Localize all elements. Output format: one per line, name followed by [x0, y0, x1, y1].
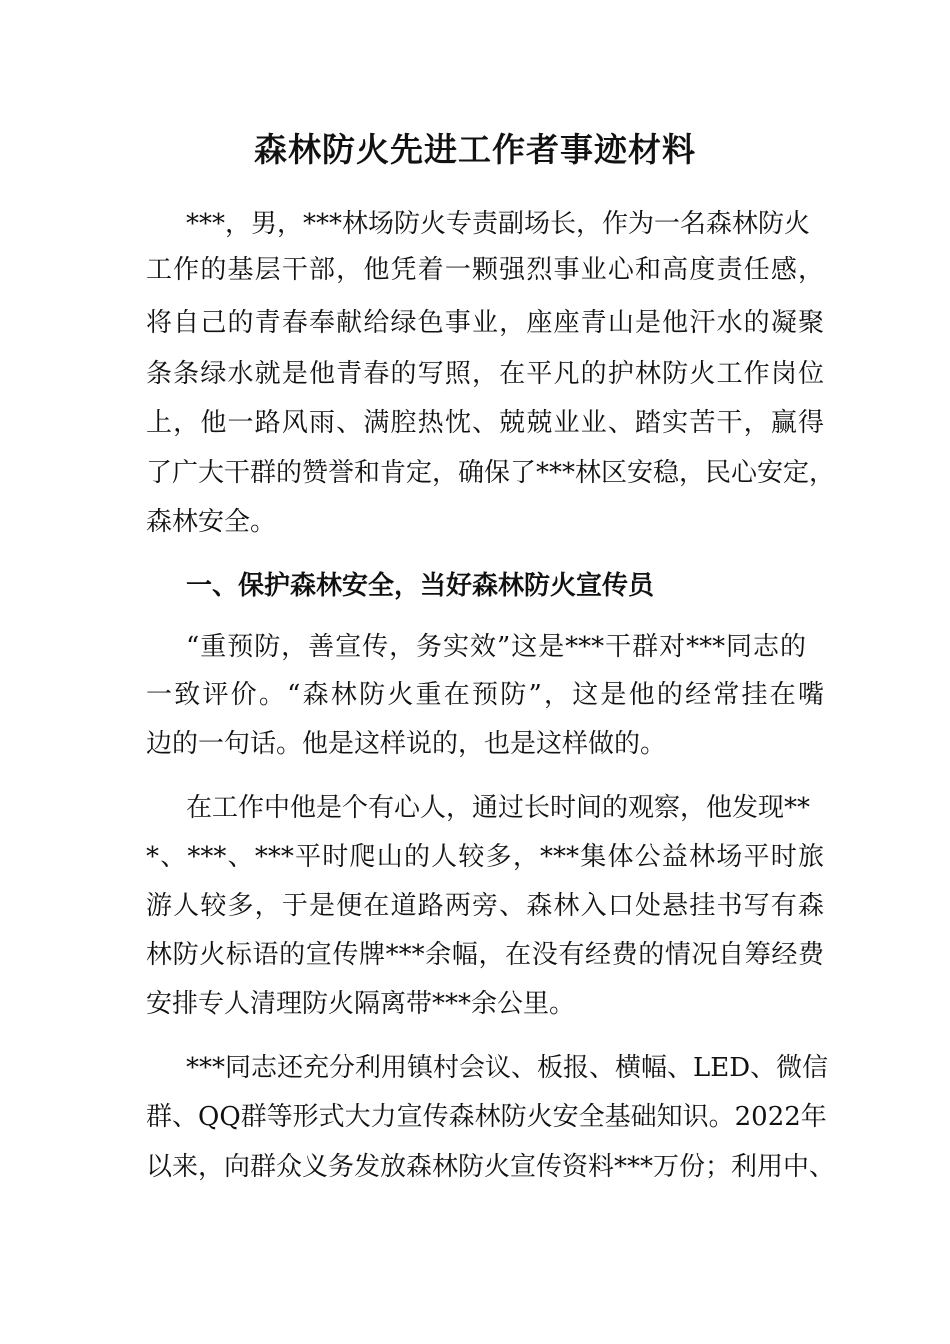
- paragraph-line: 了广大干群的赞誉和肯定，确保了***林区安稳，民心安定，: [146, 458, 836, 488]
- paragraph-line: 林防火标语的宣传牌***余幅，在没有经费的情况自筹经费: [146, 940, 824, 970]
- paragraph-line: 上，他一路风雨、满腔热忱、兢兢业业、踏实苦干，赢得: [146, 408, 824, 438]
- paragraph-line: 游人较多，于是便在道路两旁、森林入口处悬挂书写有森: [146, 891, 824, 921]
- paragraph-line: 森林安全。: [146, 507, 277, 537]
- paragraph-line: 将自己的青春奉献给绿色事业，座座青山是他汗水的凝聚: [146, 308, 824, 338]
- paragraph-line: *、***、***平时爬山的人较多，***集体公益林场平时旅: [146, 842, 824, 872]
- paragraph-line: 安排专人清理防火隔离带***余公里。: [146, 989, 576, 1019]
- paragraph-line: 以来，向群众义务发放森林防火宣传资料***万份；利用中、: [146, 1152, 836, 1182]
- paragraph-line: 条条绿水就是他青春的写照，在平凡的护林防火工作岗位: [146, 359, 824, 389]
- paragraph-line: ***，男，***林场防火专责副场长，作为一名森林防火: [186, 209, 811, 239]
- paragraph-line: 工作的基层干部，他凭着一颗强烈事业心和高度责任感，: [146, 255, 824, 285]
- paragraph-line: ***同志还充分利用镇村会议、板报、横幅、LED、微信: [186, 1053, 829, 1083]
- paragraph-line: 群、QQ群等形式大力宣传森林防火安全基础知识。2022年: [146, 1102, 827, 1132]
- document-title: 森林防火先进工作者事迹材料: [254, 130, 696, 169]
- paragraph-line: “重预防，善宣传，务实效”这是***干群对***同志的: [186, 632, 806, 662]
- section-heading: 一、保护森林安全，当好森林防火宣传员: [186, 571, 655, 601]
- paragraph-line: 一致评价。“森林防火重在预防”，这是他的经常挂在嘴: [146, 680, 824, 710]
- paragraph-line: 在工作中他是个有心人，通过长时间的观察，他发现**: [186, 793, 811, 823]
- paragraph-line: 边的一句话。他是这样说的，也是这样做的。: [146, 729, 667, 759]
